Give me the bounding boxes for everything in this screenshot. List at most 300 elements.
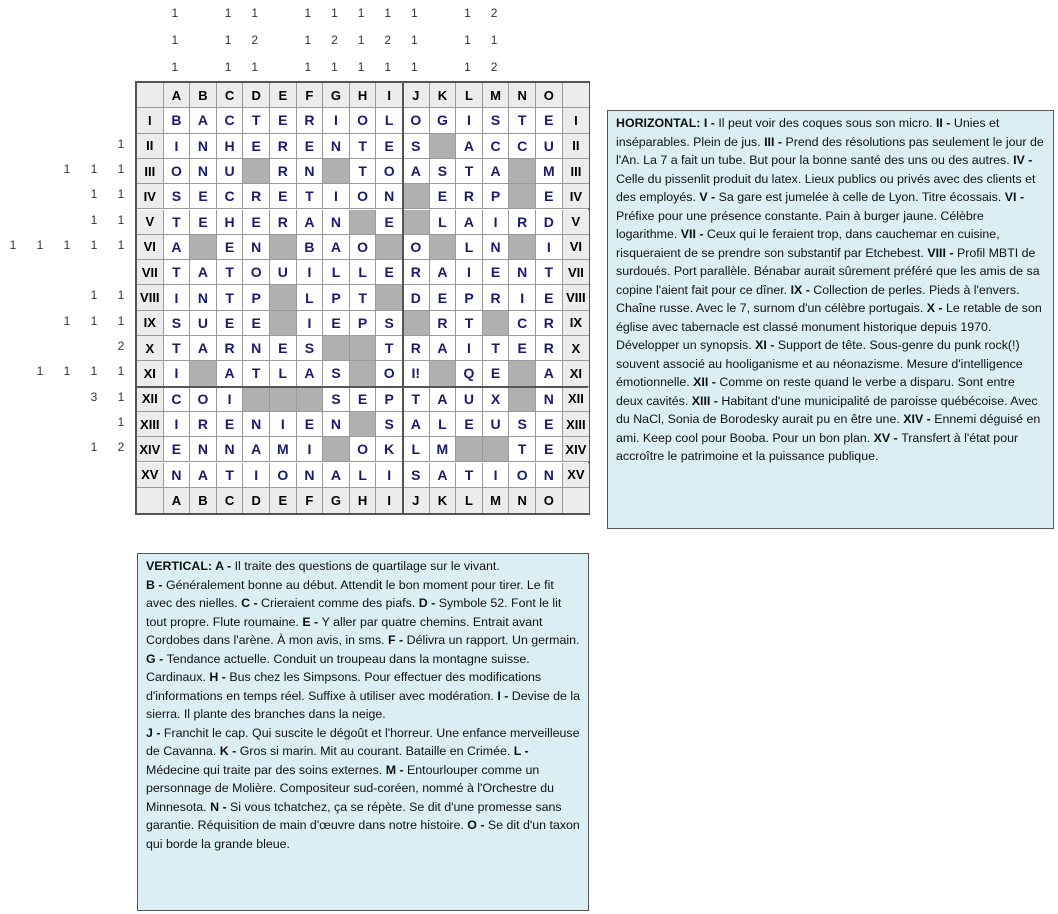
black-cell — [190, 361, 217, 386]
vertical-clue-number: I - — [497, 688, 512, 703]
vertical-clue-text: Symbole 52. Font le lit tout propre. Flute roumaine. — [146, 596, 562, 629]
horizontal-clue-number: XIII - — [691, 393, 722, 408]
row-numeral-label: VII — [137, 260, 164, 285]
black-cell — [190, 235, 217, 260]
letter-cell: R — [270, 210, 297, 235]
horizontal-clue-text: Profil MBTI de surdoués. Port parallèle. Bénabar aurait sûrement préféré que les amis de sa copine l'aient fait pour ce dîner. — [616, 245, 1040, 297]
letter-cell: A — [297, 210, 324, 235]
black-cell — [456, 437, 483, 462]
letter-cell: A — [297, 361, 324, 386]
letter-cell: M — [430, 437, 457, 462]
letter-cell: N — [190, 285, 217, 310]
letter-cell: G — [430, 108, 457, 133]
column-letter-label: O — [536, 83, 563, 108]
horizontal-clue-number: XII - — [693, 375, 720, 389]
letter-cell: O — [350, 235, 377, 260]
row-hint-number: 1 — [9, 237, 17, 252]
vertical-clue-text: Franchit le cap. Qui suscite le dégoût et l'horreur. Une enfance merveilleuse de Cavanna. — [146, 725, 580, 758]
row-hint-number: 1 — [90, 237, 98, 252]
letter-cell: E — [376, 134, 403, 159]
horizontal-clue-text: Collection de perles. Pieds à l'envers. Chaîne russe. Avec le 7, surnom d'un célèbre portugais. — [616, 282, 1020, 315]
letter-cell: A — [430, 387, 457, 412]
letter-cell: S — [297, 336, 324, 361]
letter-cell: U — [270, 260, 297, 285]
column-hint-number: 1 — [224, 60, 232, 74]
row-hint-number: 1 — [117, 161, 125, 176]
letter-cell: I — [509, 285, 536, 310]
letter-cell: I! — [403, 361, 430, 386]
row-numeral-label: I — [563, 108, 590, 133]
letter-cell: I — [164, 412, 191, 437]
letter-cell: I — [270, 412, 297, 437]
black-cell — [270, 285, 297, 310]
letter-cell: O — [403, 235, 430, 260]
letter-cell: U — [483, 412, 510, 437]
letter-cell: T — [350, 159, 377, 184]
black-cell — [403, 184, 430, 209]
crossword-grid — [135, 81, 590, 515]
letter-cell: R — [430, 311, 457, 336]
black-cell — [323, 159, 350, 184]
letter-cell: T — [350, 285, 377, 310]
corner-cell — [137, 83, 164, 108]
letter-cell: R — [270, 134, 297, 159]
horizontal-clue-text: Support de tête. Sous-genre du punk rock(!) souvent associé au hooliganisme et au néonazisme. Mesure d'intelligence émotionnelle. — [616, 338, 1023, 389]
letter-cell: R — [536, 311, 563, 336]
horizontal-clue-number: V - — [699, 190, 719, 204]
black-cell — [509, 361, 536, 386]
letter-cell: N — [190, 437, 217, 462]
column-letter-label: J — [403, 488, 430, 513]
column-hint-number: 1 — [304, 6, 312, 20]
column-letter-label: N — [509, 488, 536, 513]
column-letter-label: C — [217, 488, 244, 513]
column-letter-label: K — [430, 488, 457, 513]
vertical-clue-text: Entourlouper comme un personnage de Molière. Compositeur sud-coréen, nommé à l'Orchestre du Minnesota. — [146, 762, 555, 814]
letter-cell: K — [376, 437, 403, 462]
grid-divider — [137, 386, 588, 388]
letter-cell: T — [297, 184, 324, 209]
column-letter-label: F — [297, 488, 324, 513]
letter-cell: R — [270, 159, 297, 184]
row-numeral-label: XIII — [137, 412, 164, 437]
letter-cell: E — [536, 108, 563, 133]
vertical-clue-text: Crieraient comme des piafs. — [261, 596, 419, 610]
vertical-clue-number: N - — [210, 799, 231, 814]
letter-cell: N — [509, 260, 536, 285]
horizontal-clue-number: XI - — [755, 338, 778, 352]
column-letter-label: J — [403, 83, 430, 108]
black-cell — [376, 235, 403, 260]
black-cell — [483, 311, 510, 336]
letter-cell: T — [509, 108, 536, 133]
vertical-clue-text: Y aller par quatre chemins. Entrait avant Cordobes dans l'arène. À mon avis, in sms. — [146, 614, 543, 647]
letter-cell: N — [297, 463, 324, 488]
letter-cell: E — [297, 412, 324, 437]
vertical-clue-number: O - — [467, 818, 488, 832]
letter-cell: L — [297, 285, 324, 310]
letter-cell: M — [536, 159, 563, 184]
column-letter-label: A — [164, 488, 191, 513]
vertical-clue-number: J - — [146, 725, 164, 740]
letter-cell: O — [190, 387, 217, 412]
letter-cell: E — [350, 387, 377, 412]
letter-cell: O — [350, 437, 377, 462]
letter-cell: T — [217, 285, 244, 310]
letter-cell: N — [243, 336, 270, 361]
letter-cell: N — [243, 235, 270, 260]
column-hint-number: 1 — [331, 60, 338, 74]
column-hint-number: 1 — [384, 6, 392, 20]
column-letter-label: F — [297, 83, 324, 108]
vertical-clue-number: H - — [209, 670, 230, 684]
row-hint-number: 1 — [117, 364, 125, 379]
letter-cell: R — [403, 336, 430, 361]
letter-cell: D — [536, 210, 563, 235]
vertical-clue-text: Médecine qui traite par des soins externes. — [146, 762, 386, 777]
row-numeral-label: III — [137, 159, 164, 184]
corner-cell — [137, 488, 164, 513]
grid-divider — [402, 83, 404, 513]
column-letter-label: B — [190, 83, 217, 108]
letter-cell: E — [243, 134, 270, 159]
letter-cell: S — [376, 412, 403, 437]
column-hint-number: 1 — [410, 60, 418, 74]
letter-cell: E — [270, 184, 297, 209]
row-numeral-label: XIV — [137, 437, 164, 462]
vertical-clue-number: A - — [215, 559, 235, 573]
column-hint-number: 1 — [464, 33, 471, 47]
letter-cell: R — [483, 285, 510, 310]
horizontal-clue-text: Préfixe pour une présence constante. Pain à burger jaune. Célèbre logarithme. — [616, 208, 984, 241]
row-hint-number: 1 — [36, 364, 44, 379]
letter-cell: S — [483, 108, 510, 133]
column-letter-label: B — [190, 488, 217, 513]
black-cell — [270, 311, 297, 336]
horizontal-clue-text: Sa gare est jumelée à celle de Lyon. Titre écossais. — [718, 190, 1005, 204]
black-cell — [270, 387, 297, 412]
column-letter-label: K — [430, 83, 457, 108]
vertical-clue-text: Tendance actuelle. Conduit un troupeau dans la montagne suisse. Cardinaux. — [146, 651, 530, 684]
column-hint-number: 2 — [331, 33, 338, 47]
letter-cell: L — [456, 235, 483, 260]
letter-cell: S — [164, 311, 191, 336]
letter-cell: I — [456, 336, 483, 361]
letter-cell: O — [350, 108, 377, 133]
letter-cell: P — [483, 184, 510, 209]
letter-cell: N — [323, 134, 350, 159]
letter-cell: T — [376, 336, 403, 361]
vertical-clue-number: F - — [388, 633, 407, 647]
letter-cell: T — [456, 311, 483, 336]
letter-cell: S — [430, 159, 457, 184]
letter-cell: T — [243, 361, 270, 386]
horizontal-clue-text: Il peut voir des coques sous son micro. — [718, 116, 936, 130]
letter-cell: E — [217, 311, 244, 336]
vertical-clue-text: Se dit d'un taxon qui borde la grande bleue. — [146, 818, 580, 851]
letter-cell: C — [217, 184, 244, 209]
horizontal-clue-number: VII - — [680, 227, 707, 241]
column-letter-label: N — [509, 83, 536, 108]
letter-cell: R — [190, 412, 217, 437]
row-numeral-label: I — [137, 108, 164, 133]
letter-cell: E — [536, 285, 563, 310]
vertical-clue-text: Il traite des questions de quartilage sur le vivant. — [234, 559, 500, 573]
row-hint-number: 2 — [117, 339, 125, 353]
row-hint-number: 3 — [90, 389, 98, 404]
vertical-clue-text: Gros si marin. Mit au courant. Bataille en Crimée. — [239, 744, 514, 758]
horizontal-clue-text: Comme on reste quand le verbe a disparu. Sont entre deux cavités. — [616, 375, 1015, 408]
row-hint-number: 1 — [63, 313, 71, 328]
letter-cell: S — [323, 361, 350, 386]
letter-cell: O — [376, 159, 403, 184]
letter-cell: N — [297, 159, 324, 184]
horizontal-clue-text: Celle du pissenlit produit du latex. Lieux publics ou privés avec des clients et des employés. — [616, 171, 1036, 204]
letter-cell: O — [509, 463, 536, 488]
horizontal-clue-number: XV - — [873, 430, 902, 445]
horizontal-clue-number: III - — [764, 134, 786, 149]
letter-cell: N — [483, 235, 510, 260]
vertical-clue-number: M - — [385, 762, 408, 777]
letter-cell: L — [270, 361, 297, 386]
row-numeral-label: XV — [137, 463, 164, 488]
letter-cell: A — [483, 159, 510, 184]
corner-cell — [563, 488, 590, 513]
column-letter-label: A — [164, 83, 191, 108]
row-hint-number: 1 — [117, 136, 125, 151]
row-numeral-label: VIII — [563, 285, 590, 310]
letter-cell: P — [243, 285, 270, 310]
letter-cell: X — [483, 387, 510, 412]
vertical-clue-number: K - — [219, 744, 240, 758]
letter-cell: N — [217, 437, 244, 462]
letter-cell: L — [403, 437, 430, 462]
row-hint-number: 1 — [117, 389, 125, 404]
column-hint-number: 1 — [357, 60, 365, 74]
letter-cell: S — [376, 311, 403, 336]
black-cell — [430, 134, 457, 159]
letter-cell: A — [164, 235, 191, 260]
letter-cell: I — [217, 387, 244, 412]
row-hint-number: 1 — [117, 187, 125, 202]
letter-cell: A — [403, 412, 430, 437]
row-hint-number: 1 — [117, 414, 125, 429]
column-hint-number: 1 — [410, 33, 418, 47]
column-hint-number: 1 — [171, 6, 179, 20]
letter-cell: T — [456, 159, 483, 184]
column-hint-number: 1 — [357, 6, 365, 20]
column-letter-label: D — [243, 488, 270, 513]
letter-cell: T — [164, 336, 191, 361]
letter-cell: A — [323, 463, 350, 488]
column-letter-label: E — [270, 488, 297, 513]
letter-cell: C — [509, 311, 536, 336]
black-cell — [297, 387, 324, 412]
column-hint-number: 1 — [304, 33, 312, 47]
letter-cell: A — [403, 159, 430, 184]
letter-cell: I — [456, 260, 483, 285]
letter-cell: E — [536, 412, 563, 437]
letter-cell: T — [164, 260, 191, 285]
black-cell — [403, 210, 430, 235]
letter-cell: A — [536, 361, 563, 386]
letter-cell: E — [483, 260, 510, 285]
letter-cell: C — [217, 108, 244, 133]
letter-cell: I — [323, 184, 350, 209]
letter-cell: H — [217, 210, 244, 235]
horizontal-clue-text: Transfert à l'état pour accroître le patrimoine et la puissance publique. — [616, 430, 1019, 463]
letter-cell: P — [323, 285, 350, 310]
letter-cell: I — [164, 285, 191, 310]
row-hint-number: 1 — [90, 288, 98, 303]
column-hint-number: 1 — [490, 33, 498, 47]
letter-cell: A — [430, 260, 457, 285]
row-numeral-label: VI — [563, 235, 590, 260]
letter-cell: C — [164, 387, 191, 412]
letter-cell: B — [297, 235, 324, 260]
letter-cell: I — [297, 437, 324, 462]
row-numeral-label: XV — [563, 463, 590, 488]
column-letter-label: D — [243, 83, 270, 108]
row-numeral-label: XI — [563, 361, 590, 386]
letter-cell: U — [217, 159, 244, 184]
black-cell — [350, 361, 377, 386]
row-numeral-label: XII — [137, 387, 164, 412]
row-hint-number: 1 — [63, 237, 71, 252]
column-hint-number: 1 — [251, 6, 259, 20]
letter-cell: E — [483, 361, 510, 386]
column-letter-label: C — [217, 83, 244, 108]
black-cell — [350, 210, 377, 235]
horizontal-clue-number: I - — [703, 116, 719, 130]
letter-cell: E — [376, 210, 403, 235]
letter-cell: S — [164, 184, 191, 209]
letter-cell: I — [483, 463, 510, 488]
row-hint-number: 1 — [63, 364, 71, 379]
letter-cell: T — [217, 260, 244, 285]
letter-cell: T — [536, 260, 563, 285]
column-hint-number: 1 — [331, 6, 338, 20]
letter-cell: I — [164, 134, 191, 159]
column-hint-number: 2 — [490, 6, 498, 20]
horizontal-clues-panel — [607, 110, 1054, 529]
letter-cell: A — [323, 235, 350, 260]
row-hint-number: 1 — [117, 212, 125, 227]
letter-cell: I — [243, 463, 270, 488]
row-numeral-label: VIII — [137, 285, 164, 310]
black-cell — [430, 361, 457, 386]
letter-cell: T — [217, 463, 244, 488]
column-letter-label: H — [350, 488, 377, 513]
letter-cell: N — [164, 463, 191, 488]
vertical-clue-text: Devise de la sierra. Il plante des branches dans la neige. — [146, 688, 580, 721]
row-hint-number: 1 — [90, 212, 98, 227]
letter-cell: L — [323, 260, 350, 285]
row-hint-number: 1 — [117, 288, 125, 303]
horizontal-clue-number: IX - — [790, 282, 814, 297]
letter-cell: C — [483, 134, 510, 159]
letter-cell: L — [350, 463, 377, 488]
row-numeral-label: V — [137, 210, 164, 235]
letter-cell: N — [323, 210, 350, 235]
black-cell — [323, 437, 350, 462]
letter-cell: A — [190, 260, 217, 285]
row-numeral-label: II — [137, 134, 164, 159]
column-hint-number: 1 — [251, 60, 259, 74]
letter-cell: L — [376, 108, 403, 133]
row-hint-number: 2 — [117, 440, 125, 455]
letter-cell: A — [430, 463, 457, 488]
row-hint-number: 1 — [90, 364, 98, 379]
column-hint-number: 1 — [224, 6, 232, 20]
letter-cell: T — [403, 387, 430, 412]
column-hint-number: 1 — [464, 60, 471, 74]
letter-cell: U — [536, 134, 563, 159]
row-numeral-label: II — [563, 134, 590, 159]
horizontal-clue-number: XIV - — [903, 412, 935, 426]
letter-cell: A — [243, 437, 270, 462]
row-hint-number: 1 — [90, 161, 98, 176]
black-cell — [243, 159, 270, 184]
column-letter-label: G — [323, 83, 350, 108]
row-numeral-label: IX — [563, 311, 590, 336]
letter-cell: S — [323, 387, 350, 412]
horizontal-clue-number: VI - — [1004, 190, 1024, 204]
horizontal-clue-text: Habitant d'une municipalité de paroisse québécoise. Avec du NaCl, Sonia de Borodesky aurait pu en être une. — [616, 393, 1038, 426]
letter-cell: L — [350, 260, 377, 285]
row-numeral-label: V — [563, 210, 590, 235]
letter-cell: N — [243, 412, 270, 437]
horizontal-clue-number: IV - — [1013, 153, 1033, 167]
letter-cell: E — [190, 184, 217, 209]
column-hint-number: 1 — [464, 6, 471, 20]
column-hint-number: 1 — [171, 33, 179, 47]
black-cell — [509, 159, 536, 184]
column-hint-number: 1 — [171, 60, 179, 74]
letter-cell: R — [243, 184, 270, 209]
letter-cell: E — [430, 285, 457, 310]
letter-cell: T — [243, 108, 270, 133]
row-numeral-label: XIII — [563, 412, 590, 437]
letter-cell: M — [270, 437, 297, 462]
letter-cell: O — [403, 108, 430, 133]
letter-cell: A — [217, 361, 244, 386]
black-cell — [376, 285, 403, 310]
black-cell — [270, 235, 297, 260]
horizontal-clue-number: VIII - — [927, 245, 957, 260]
letter-cell: I — [164, 361, 191, 386]
letter-cell: E — [430, 184, 457, 209]
row-numeral-label: VII — [563, 260, 590, 285]
letter-cell: A — [190, 463, 217, 488]
horizontal-clue-text: Unies et inséparables. Plein de jus. — [616, 116, 1000, 149]
horizontal-clue-text: Prend des résolutions pas seulement le jour de l'An. La 7 a fait un tube. But pour la bonne santé des uns ou des autres. — [616, 134, 1044, 167]
letter-cell: Q — [456, 361, 483, 386]
column-hint-number: 2 — [251, 33, 259, 47]
letter-cell: I — [536, 235, 563, 260]
letter-cell: E — [270, 108, 297, 133]
letter-cell: B — [164, 108, 191, 133]
row-numeral-label: IV — [563, 184, 590, 209]
row-hint-number: 1 — [63, 161, 71, 176]
letter-cell: I — [376, 463, 403, 488]
corner-cell — [563, 83, 590, 108]
vertical-clue-number: L - — [513, 744, 529, 758]
row-hint-number: 1 — [117, 313, 125, 328]
letter-cell: A — [430, 336, 457, 361]
letter-cell: E — [323, 311, 350, 336]
letter-cell: E — [217, 235, 244, 260]
